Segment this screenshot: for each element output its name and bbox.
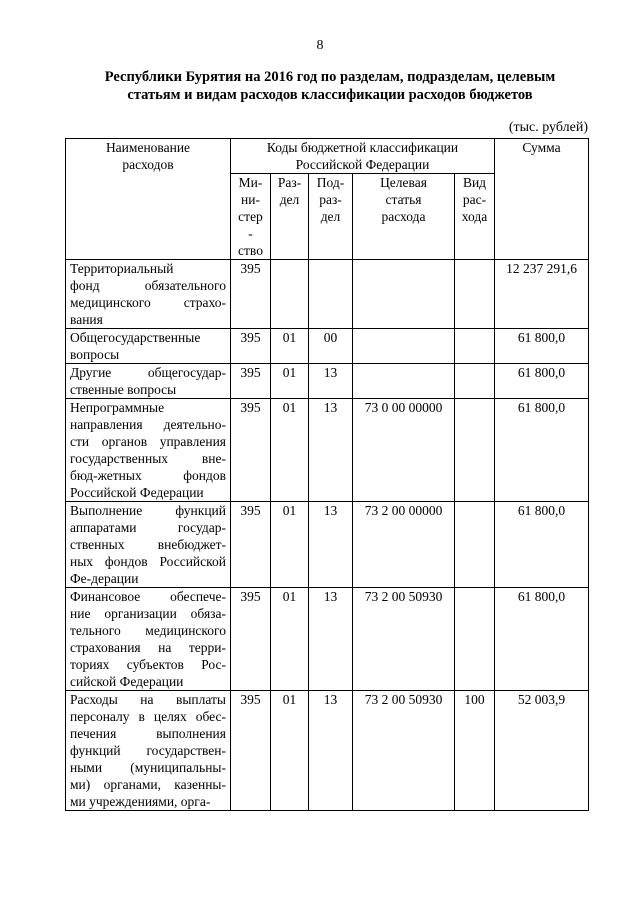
header-ministry-line: ство — [238, 243, 263, 258]
row-name-line: Территориальный — [70, 261, 174, 276]
row-sum: 61 800,0 — [495, 329, 589, 364]
row-name — [66, 364, 231, 399]
row-name-line: ми) органами, казенны- — [70, 777, 226, 792]
row-name-line: страхования на терри- — [70, 640, 226, 655]
row-name — [66, 260, 231, 329]
row-name-line: ственные вопросы — [70, 382, 177, 397]
row-name-line: персоналу в целях обес- — [70, 709, 226, 724]
row-type — [455, 399, 495, 502]
row-ministry: 395 — [231, 691, 271, 811]
header-codes-line: Российской Федерации — [295, 157, 430, 172]
row-type — [455, 588, 495, 691]
row-section: 01 — [271, 691, 309, 811]
units-label: (тыс. рублей) — [508, 120, 588, 135]
header-ministry-line: ни- — [241, 192, 260, 207]
row-name — [66, 399, 231, 502]
header-target-line: расхода — [381, 209, 426, 224]
header-section — [271, 174, 309, 260]
header-name-line: расходов — [122, 157, 174, 172]
row-section: 01 — [271, 329, 309, 364]
header-ministry-line: стер — [238, 209, 263, 224]
row-target — [353, 329, 455, 364]
row-name-line: государственных вне- — [70, 451, 226, 466]
row-name-line: ми учреждениями, орга- — [70, 794, 211, 809]
row-name-line: ными (муниципальны- — [70, 760, 226, 775]
row-name-line: сти органов управления — [70, 434, 226, 449]
row-sum: 12 237 291,6 — [495, 260, 589, 329]
row-target: 73 2 00 00000 — [353, 502, 455, 588]
table-row — [66, 329, 589, 364]
row-subsection: 13 — [309, 588, 353, 691]
row-ministry: 395 — [231, 502, 271, 588]
row-sum: 61 800,0 — [495, 588, 589, 691]
header-codes-line: Коды бюджетной классификации — [266, 140, 459, 155]
table-row — [66, 399, 589, 502]
row-subsection: 13 — [309, 399, 353, 502]
row-section: 01 — [271, 588, 309, 691]
header-type-line: рас- — [462, 192, 487, 207]
row-ministry: 395 — [231, 329, 271, 364]
row-name-line: Российской Федерации — [70, 485, 204, 500]
row-type — [455, 260, 495, 329]
row-name — [66, 329, 231, 364]
row-target: 73 2 00 50930 — [353, 691, 455, 811]
row-name-line: фонд обязательного — [70, 278, 226, 293]
row-target: 73 2 00 50930 — [353, 588, 455, 691]
row-name-line: Фе-дерации — [70, 571, 139, 586]
title-line-2: статьям и видам расходов классификации расходов бюджетов — [127, 87, 533, 103]
row-section: 01 — [271, 399, 309, 502]
row-name-line: сийской Федерации — [70, 674, 184, 689]
table-row — [66, 364, 589, 399]
row-sum: 61 800,0 — [495, 364, 589, 399]
header-subsection — [309, 174, 353, 260]
row-name — [66, 588, 231, 691]
row-name-line: Финансовое обеспече- — [70, 589, 226, 604]
header-name — [66, 139, 231, 260]
row-name-line: функций государствен- — [70, 743, 226, 758]
table-row — [66, 588, 589, 691]
row-type — [455, 364, 495, 399]
row-subsection: 13 — [309, 691, 353, 811]
header-sum-label: Сумма — [522, 140, 561, 155]
table-header-row-1 — [66, 139, 589, 174]
row-ministry: 395 — [231, 399, 271, 502]
header-sum — [495, 139, 589, 260]
row-subsection: 13 — [309, 502, 353, 588]
header-ministry-line: Ми- — [238, 175, 263, 190]
row-name-line: Другие общегосудар- — [70, 365, 226, 380]
row-name-line: вания — [70, 312, 103, 327]
row-target — [353, 260, 455, 329]
row-sum: 61 800,0 — [495, 399, 589, 502]
row-name-line: ние организации обяза- — [70, 606, 226, 621]
row-name-line: вопросы — [70, 347, 120, 362]
header-target — [353, 174, 455, 260]
table-row — [66, 691, 589, 811]
row-name-line: Выполнение функций — [70, 503, 226, 518]
header-subsection-line: раз- — [319, 192, 342, 207]
row-name-line: тельного медицинского — [70, 623, 226, 638]
header-subsection-line: Под- — [316, 175, 345, 190]
header-section-line: Раз- — [277, 175, 302, 190]
table-row — [66, 260, 589, 329]
row-subsection: 13 — [309, 364, 353, 399]
row-subsection — [309, 260, 353, 329]
row-target: 73 0 00 00000 — [353, 399, 455, 502]
row-name-line: направления деятельно- — [70, 417, 226, 432]
row-type: 100 — [455, 691, 495, 811]
row-ministry: 395 — [231, 364, 271, 399]
row-ministry: 395 — [231, 260, 271, 329]
row-sum: 52 003,9 — [495, 691, 589, 811]
row-name-line: ственных внебюджет- — [70, 537, 226, 552]
row-name-line: ных фондов Российской — [70, 554, 226, 569]
row-subsection: 00 — [309, 329, 353, 364]
header-codes — [231, 139, 495, 174]
header-type-line: хода — [461, 209, 488, 224]
row-ministry: 395 — [231, 588, 271, 691]
header-section-line: дел — [279, 192, 300, 207]
row-name-line: Расходы на выплаты — [70, 692, 226, 707]
header-subsection-line: дел — [320, 209, 341, 224]
row-section: 01 — [271, 364, 309, 399]
row-section — [271, 260, 309, 329]
row-name-line: ториях субъектов Рос- — [70, 657, 226, 672]
row-name-line: Общегосударственные — [70, 330, 201, 345]
row-sum: 61 800,0 — [495, 502, 589, 588]
table-row — [66, 502, 589, 588]
page-number: 8 — [316, 38, 324, 53]
budget-table — [65, 138, 589, 811]
title-line-1: Республики Бурятия на 2016 год по разделам, подразделам, целевым — [104, 69, 556, 85]
header-type — [455, 174, 495, 260]
row-name-line: бюд-жетных фондов — [70, 468, 226, 483]
row-type — [455, 502, 495, 588]
row-section: 01 — [271, 502, 309, 588]
row-type — [455, 329, 495, 364]
row-name-line: печения выполнения — [70, 726, 226, 741]
row-name-line: аппаратами государ- — [70, 520, 226, 535]
header-target-line: статья — [385, 192, 422, 207]
row-name — [66, 502, 231, 588]
row-name — [66, 691, 231, 811]
table-body — [66, 260, 589, 811]
row-target — [353, 364, 455, 399]
document-title — [70, 68, 590, 104]
header-name-line: Наименование — [105, 140, 191, 155]
row-name-line: медицинского страхо- — [70, 295, 226, 310]
row-name-line: Непрограммные — [70, 400, 165, 415]
header-type-line: Вид — [462, 175, 487, 190]
header-ministry-line: - — [248, 226, 253, 241]
header-ministry — [231, 174, 271, 260]
header-target-line: Целевая — [380, 175, 427, 190]
